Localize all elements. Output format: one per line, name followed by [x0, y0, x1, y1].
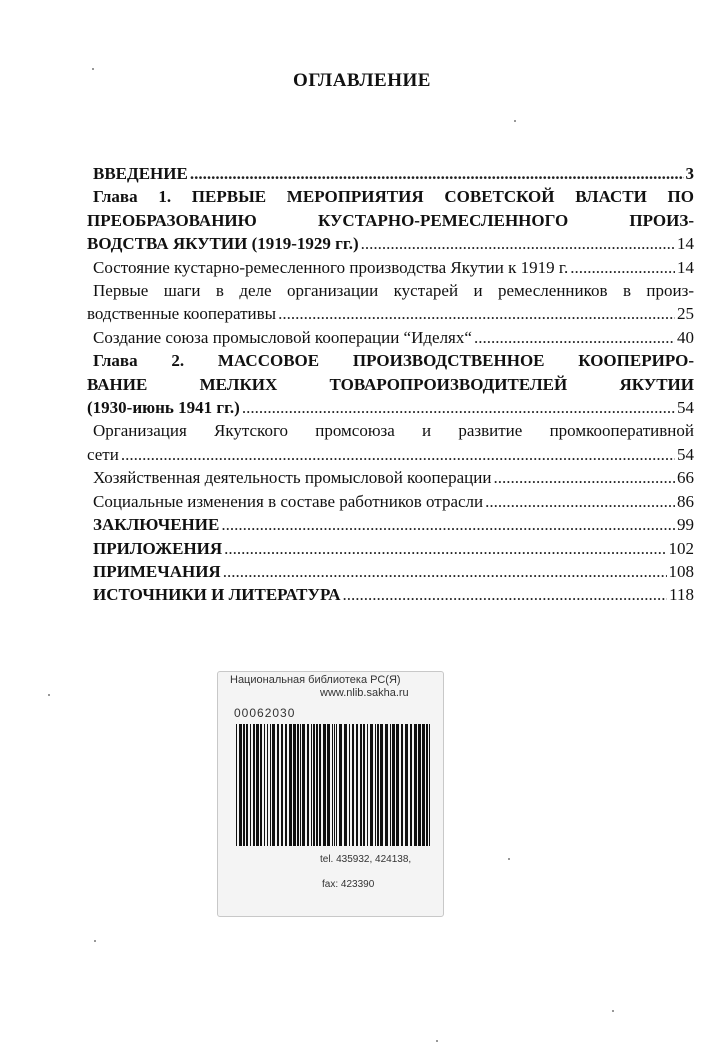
toc-chapter-line: ПРЕОБРАЗОВАНИЮ КУСТАРНО-РЕМЕСЛЕННОГО ПРОИЗ- — [87, 210, 694, 230]
toc-entry-section[interactable] — [87, 279, 694, 326]
scan-speck — [94, 940, 96, 942]
toc-page-number: 99 — [677, 515, 694, 535]
toc-chapter-line: Глава 2. МАССОВОЕ ПРОИЗВОДСТВЕННОЕ КООПЕРИРО- — [93, 351, 694, 371]
toc-entry-label: ВВЕДЕНИЕ — [93, 164, 188, 183]
leader-dots — [474, 326, 675, 349]
table-of-contents — [87, 162, 694, 607]
leader-dots — [242, 396, 675, 419]
toc-entry-label: Создание союза промысловой кооперации “Иделях“ — [93, 327, 472, 347]
toc-page-number: 54 — [677, 398, 694, 418]
sticker-fax: fax: 423390 — [322, 879, 375, 890]
toc-entry-section[interactable] — [90, 326, 694, 349]
toc-chapter-line: ВАНИЕ МЕЛКИХ ТОВАРОПРОИЗВОДИТЕЛЕЙ ЯКУТИИ — [87, 374, 694, 394]
scan-speck — [612, 1010, 614, 1012]
sticker-phone: tel. 435932, 424138, — [320, 854, 412, 865]
toc-entry-notes[interactable] — [90, 560, 694, 583]
toc-entry-label: ПРИЛОЖЕНИЯ — [93, 538, 223, 558]
toc-entry-chapter-2[interactable] — [87, 349, 694, 419]
toc-entry-section[interactable] — [90, 466, 694, 489]
toc-entry-line: сети — [87, 444, 119, 464]
leader-dots — [493, 466, 675, 489]
scan-speck — [514, 120, 516, 122]
leader-dots — [121, 443, 675, 466]
toc-page-number: 14 — [677, 234, 694, 254]
sticker-inventory-code: 00062030 — [234, 706, 296, 720]
toc-chapter-line: (1930-июнь 1941 гг.) — [87, 398, 240, 418]
leader-dots — [570, 256, 675, 279]
toc-page-number: 118 — [669, 585, 694, 605]
toc-page-number: 40 — [677, 327, 694, 347]
toc-entry-conclusion[interactable] — [90, 513, 694, 536]
toc-page-number: 108 — [668, 561, 694, 581]
toc-page-number: 54 — [677, 444, 694, 464]
toc-entry-label: ИСТОЧНИКИ И ЛИТЕРАТУРА — [93, 585, 341, 605]
page-title: ОГЛАВЛЕНИЕ — [293, 70, 431, 91]
toc-page-number: 3 — [685, 164, 694, 183]
barcode-icon — [234, 724, 434, 846]
toc-entry-label: Состояние кустарно-ремесленного производства Якутии к 1919 г. — [93, 257, 569, 277]
leader-dots — [361, 232, 675, 255]
toc-entry-appendices[interactable] — [90, 537, 694, 560]
toc-page-number: 25 — [677, 304, 694, 324]
toc-page-number: 86 — [677, 491, 694, 511]
scan-speck — [92, 68, 94, 70]
sticker-library-name: Национальная библиотека РС(Я) — [230, 674, 401, 686]
toc-page-number: 102 — [668, 538, 694, 558]
toc-entry-line: Организация Якутского промсоюза и развитие промкооперативной — [93, 421, 694, 441]
toc-chapter-line: ВОДСТВА ЯКУТИИ (1919-1929 гг.) — [87, 234, 359, 254]
toc-entry-section[interactable] — [90, 256, 694, 279]
leader-dots — [223, 560, 667, 583]
library-barcode-sticker — [217, 671, 444, 917]
leader-dots — [224, 537, 666, 560]
toc-entry-section[interactable] — [90, 490, 694, 513]
toc-entry-introduction[interactable] — [90, 162, 694, 185]
scan-speck — [48, 694, 50, 696]
scan-speck — [436, 1040, 438, 1042]
toc-entry-label: ЗАКЛЮЧЕНИЕ — [93, 515, 220, 535]
toc-entry-sources[interactable] — [90, 583, 694, 606]
scan-speck — [508, 858, 510, 860]
toc-page-number: 66 — [677, 468, 694, 488]
leader-dots — [221, 513, 675, 536]
toc-entry-label: ПРИМЕЧАНИЯ — [93, 561, 221, 581]
leader-dots — [485, 490, 675, 513]
toc-chapter-line: Глава 1. ПЕРВЫЕ МЕРОПРИЯТИЯ СОВЕТСКОЙ ВЛАСТИ ПО — [93, 187, 694, 207]
toc-entry-line: водственные кооперативы — [87, 304, 277, 324]
toc-entry-section[interactable] — [87, 419, 694, 466]
sticker-url: www.nlib.sakha.ru — [320, 687, 409, 699]
toc-entry-line: Первые шаги в деле организации кустарей и ремесленников в произ- — [93, 281, 694, 301]
toc-entry-label: Социальные изменения в составе работников отрасли — [93, 491, 484, 511]
toc-entry-chapter-1[interactable] — [87, 185, 694, 255]
toc-entry-label: Хозяйственная деятельность промысловой кооперации — [93, 468, 492, 488]
leader-dots — [342, 583, 667, 606]
leader-dots — [190, 162, 684, 185]
toc-page-number: 14 — [677, 257, 694, 277]
leader-dots — [278, 302, 675, 325]
